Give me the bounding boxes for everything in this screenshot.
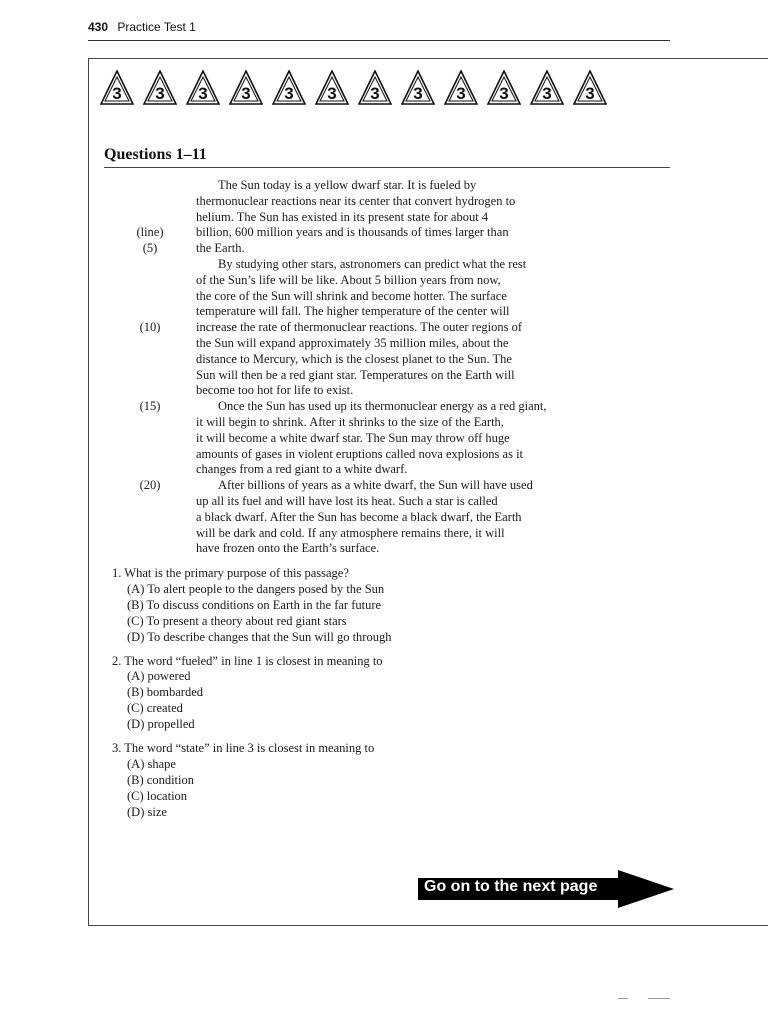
section-triangle-icon (358, 70, 392, 106)
next-page-label: Go on to the next page (424, 878, 598, 895)
section-triangle-icon (229, 70, 263, 106)
section-number: 3 (370, 84, 380, 103)
section-triangle-icon (530, 70, 564, 106)
questions-heading-rule (104, 167, 670, 168)
section-number: 3 (112, 84, 122, 103)
section-number: 3 (327, 84, 337, 103)
passage-line: thermonuclear reactions near its center that convert hydrogen to (196, 193, 516, 208)
section-number: 3 (542, 84, 552, 103)
next-page-button[interactable] (418, 870, 674, 908)
section-triangle-icon (573, 70, 607, 106)
passage-line: up all its fuel and will have lost its heat. Such a star is called (196, 493, 498, 508)
section-triangle-icon (487, 70, 521, 106)
passage-line: billion, 600 million years and is thousands of times larger than (196, 225, 509, 240)
line-number (120, 494, 180, 510)
answer-option[interactable]: (C) created (127, 701, 183, 716)
line-number (120, 210, 180, 226)
section-number: 3 (198, 84, 208, 103)
passage-line: changes from a red giant to a white dwarf. (196, 462, 408, 477)
line-number (120, 336, 180, 352)
section-triangle-icon (143, 70, 177, 106)
line-number (120, 178, 180, 194)
passage-line: of the Sun’s life will be like. About 5 billion years from now, (196, 272, 501, 287)
question-list (112, 566, 632, 829)
passage-line: increase the rate of thermonuclear reactions. The outer regions of (196, 320, 523, 335)
passage-line: it will become a white dwarf star. The Sun may throw off huge (196, 430, 510, 445)
answer-option[interactable]: (D) propelled (127, 717, 195, 732)
passage-line: become too hot for life to exist. (196, 383, 354, 398)
passage-line: the Sun will expand approximately 35 million miles, about the (196, 335, 509, 350)
passage-line: will be dark and cold. If any atmosphere remains there, it will (196, 525, 505, 540)
line-number: (20) (139, 478, 161, 493)
answer-option[interactable]: (A) To alert people to the dangers posed by the Sun (127, 581, 385, 596)
passage-line: amounts of gases in violent eruptions called nova explosions as it (196, 446, 524, 461)
line-number (120, 273, 180, 289)
section-number: 3 (585, 84, 595, 103)
page-number: 430 (88, 20, 109, 34)
line-number (120, 447, 180, 463)
line-number: (5) (142, 241, 158, 256)
line-number (120, 257, 180, 273)
section-triangle-icon (315, 70, 349, 106)
page-header (88, 20, 196, 34)
passage-line: helium. The Sun has existed in its present state for about 4 (196, 209, 489, 224)
question-stem: 1. What is the primary purpose of this passage? (112, 566, 349, 580)
questions-heading: Questions 1–11 (104, 146, 207, 163)
question-item (112, 654, 632, 734)
passage-line: temperature will fall. The higher temperature of the center will (196, 304, 510, 319)
section-badges (100, 70, 607, 106)
page-header-title: Practice Test 1 (117, 20, 196, 34)
line-number (120, 352, 180, 368)
answer-option[interactable]: (D) To describe changes that the Sun will go through (127, 629, 392, 644)
line-number: (15) (139, 399, 161, 414)
line-number (120, 510, 180, 526)
line-number (120, 194, 180, 210)
section-number: 3 (241, 84, 251, 103)
section-number: 3 (456, 84, 466, 103)
passage-line-numbers (120, 178, 180, 557)
passage-line: Sun will then be a red giant star. Temperatures on the Earth will (196, 367, 515, 382)
line-number (120, 526, 180, 542)
answer-option[interactable]: (C) location (127, 788, 188, 803)
passage-line: distance to Mercury, which is the closest planet to the Sun. The (196, 351, 512, 366)
line-number (120, 383, 180, 399)
question-stem: 2. The word “fueled” in line 1 is closest in meaning to (112, 653, 383, 668)
passage-line: it will begin to shrink. After it shrinks to the size of the Earth, (196, 414, 504, 429)
line-number (120, 368, 180, 384)
answer-option[interactable]: (B) bombarded (127, 685, 204, 700)
question-item (112, 741, 632, 821)
section-number: 3 (155, 84, 165, 103)
line-number (120, 462, 180, 478)
answer-option[interactable]: (C) To present a theory about red giant stars (127, 613, 347, 628)
section-number: 3 (499, 84, 509, 103)
passage-line: the Earth. (196, 241, 245, 256)
passage-line: a black dwarf. After the Sun has become a black dwarf, the Earth (196, 509, 522, 524)
passage-line: By studying other stars, astronomers can predict what the rest (218, 256, 527, 271)
line-number: (10) (139, 320, 161, 335)
question-item (112, 566, 632, 646)
section-triangle-icon (272, 70, 306, 106)
passage-line: have frozen onto the Earth’s surface. (196, 541, 380, 556)
line-number: (line) (136, 225, 164, 240)
passage-line: After billions of years as a white dwarf, the Sun will have used (218, 478, 533, 493)
passage-line: The Sun today is a yellow dwarf star. It is fueled by (218, 178, 477, 192)
section-number: 3 (284, 84, 294, 103)
question-stem: 3. The word “state” in line 3 is closest in meaning to (112, 741, 375, 756)
section-triangle-icon (100, 70, 134, 106)
scan-mark (648, 998, 670, 999)
passage-line: the core of the Sun will shrink and become hotter. The surface (196, 288, 507, 303)
scan-mark (618, 998, 628, 999)
answer-option[interactable]: (B) condition (127, 772, 195, 787)
section-triangle-icon (401, 70, 435, 106)
answer-option[interactable]: (A) shape (127, 756, 176, 771)
section-triangle-icon (186, 70, 220, 106)
section-number: 3 (413, 84, 423, 103)
line-number (120, 541, 180, 557)
line-number (120, 431, 180, 447)
line-number (120, 304, 180, 320)
passage-line: Once the Sun has used up its thermonuclear energy as a red giant, (218, 399, 547, 414)
answer-option[interactable]: (A) powered (127, 669, 191, 684)
answer-option[interactable]: (D) size (127, 804, 167, 819)
answer-option[interactable]: (B) To discuss conditions on Earth in the far future (127, 597, 382, 612)
section-triangle-icon (444, 70, 478, 106)
header-divider (88, 40, 670, 41)
line-number (120, 289, 180, 305)
line-number (120, 415, 180, 431)
reading-passage (196, 178, 616, 557)
